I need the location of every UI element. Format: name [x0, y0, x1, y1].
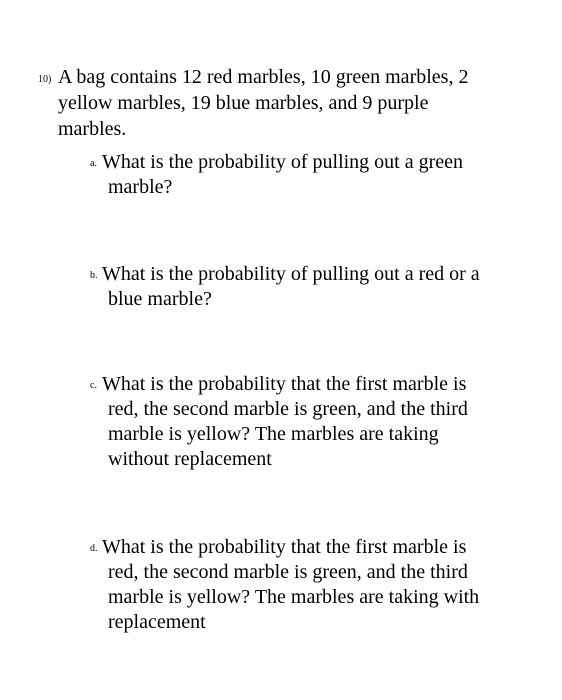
- subquestion-line: marble is yellow? The marbles are taking: [108, 423, 439, 445]
- question-stem-line: marbles.: [58, 118, 127, 140]
- subquestion-letter: b.: [90, 270, 98, 281]
- subquestion-line: red, the second marble is green, and the third: [108, 561, 468, 583]
- subquestion-line: What is the probability of pulling out a red or a: [102, 263, 480, 285]
- question-number: 10): [38, 74, 52, 85]
- question-stem-line: A bag contains 12 red marbles, 10 green marbles, 2: [58, 66, 469, 88]
- subquestion-text: [102, 150, 510, 200]
- subquestion-letter: a.: [90, 158, 97, 169]
- subquestion-line: What is the probability that the first marble is: [102, 536, 467, 558]
- subquestion-line: What is the probability that the first marble is: [102, 373, 467, 395]
- subquestion-line: marble?: [108, 176, 173, 198]
- subquestion-letter: c.: [90, 380, 97, 391]
- subquestion-letter: d.: [90, 543, 98, 554]
- question-stem-line: yellow marbles, 19 blue marbles, and 9 purple: [58, 92, 429, 114]
- question-stem: [58, 64, 508, 142]
- subquestion-line: marble is yellow? The marbles are taking with: [108, 586, 480, 608]
- subquestion-line: red, the second marble is green, and the third: [108, 398, 468, 420]
- subquestion-text: [102, 262, 510, 312]
- subquestion-text: [102, 535, 510, 635]
- subquestion-line: replacement: [108, 611, 206, 633]
- subquestion-text: [102, 372, 510, 472]
- subquestion-line: What is the probability of pulling out a green: [102, 151, 464, 173]
- subquestion-line: blue marble?: [108, 288, 212, 310]
- subquestion-line: without replacement: [108, 448, 272, 470]
